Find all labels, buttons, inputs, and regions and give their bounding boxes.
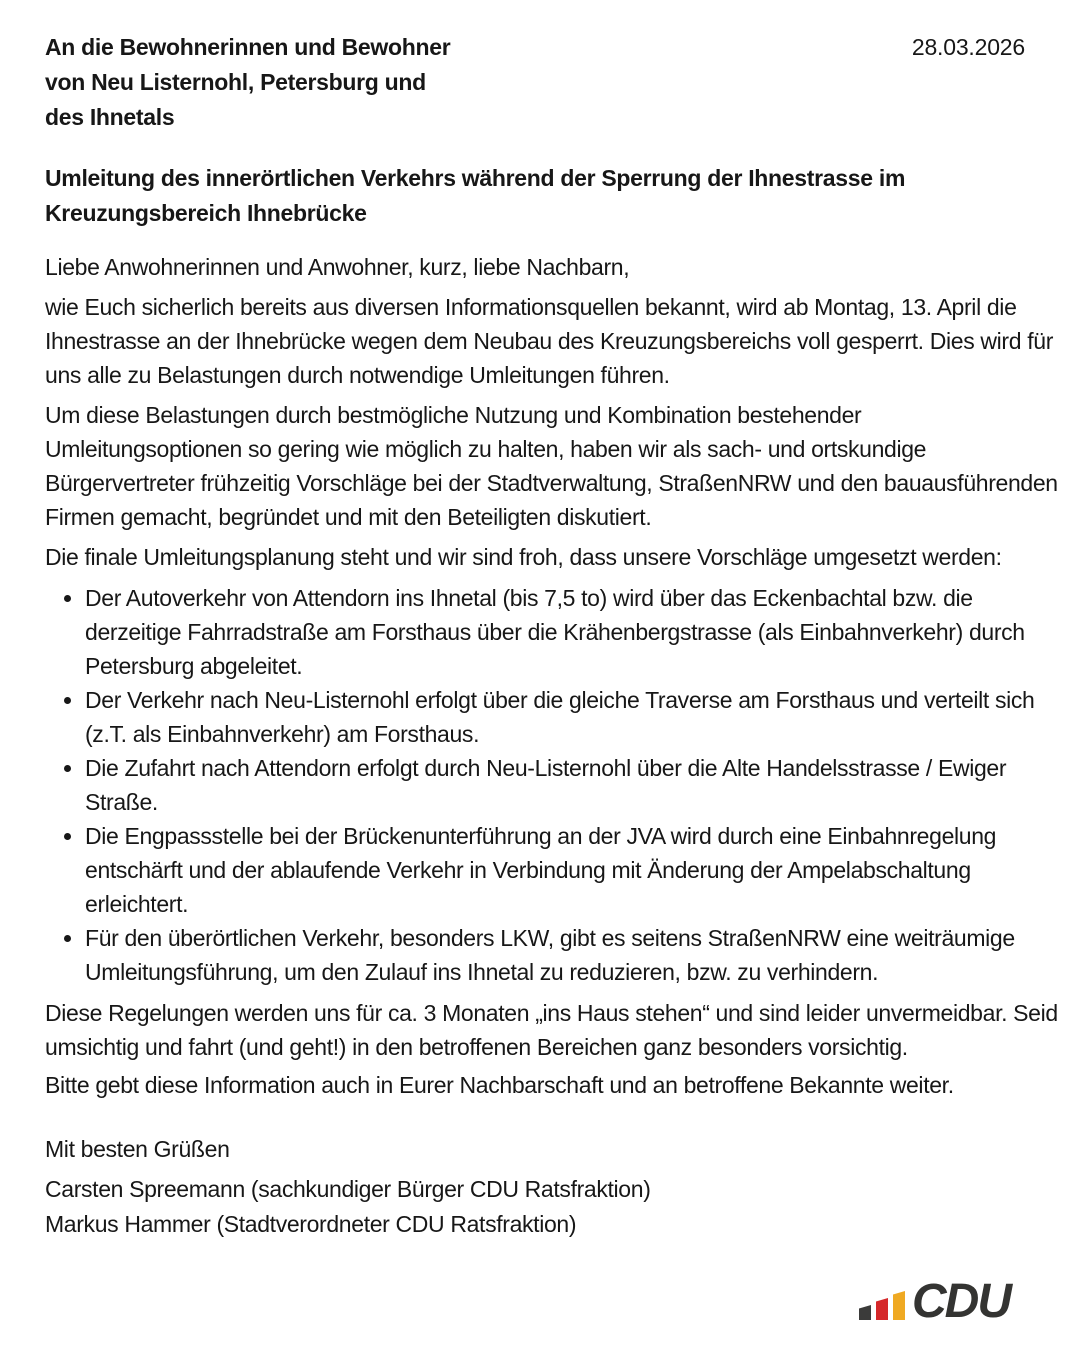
signature-line: Carsten Spreemann (sachkundiger Bürger CDU Ratsfraktion) bbox=[45, 1176, 651, 1202]
body-paragraph: Die finale Umleitungsplanung steht und wir sind froh, dass unsere Vorschläge umgesetzt werden: bbox=[45, 544, 1002, 570]
detour-measures-list bbox=[45, 581, 1064, 989]
list-item: • Für den überörtlichen Verkehr, besonders LKW, gibt es seitens StraßenNRW eine weiträumige Umleitungsführung, um den Zulauf ins Ihnetal zu reduzieren, bzw. zu verhindern. bbox=[85, 921, 1064, 989]
recipient-line: von Neu Listernohl, Petersburg und bbox=[45, 69, 426, 95]
body-paragraph: Um diese Belastungen durch bestmögliche Nutzung und Kombination bestehender Umleitungsoptionen so gering wie möglich zu halten, haben wir als sach- und ortskundige Bürgervertreter frühzeitig Vorschläge bei der Stadtverwaltung, StraßenNRW und den bauausführenden Firmen gemacht, begründet und mit den Beteiligten diskutiert. bbox=[45, 402, 1058, 530]
signature-block bbox=[45, 1172, 1064, 1242]
list-item: • Die Zufahrt nach Attendorn erfolgt durch Neu-Listernohl über die Alte Handelsstrasse / Ewiger Straße. bbox=[85, 751, 1064, 819]
letter-date: 28.03.2026 bbox=[911, 34, 1025, 60]
recipient-line: An die Bewohnerinnen und Bewohner bbox=[45, 34, 451, 60]
list-item: • Die Engpassstelle bei der Brückenunterführung an der JVA wird durch eine Einbahnregelung entschärft und der ablaufende Verkehr in Verbindung mit Änderung der Ampelabschaltung erleichtert. bbox=[85, 819, 1064, 921]
rising-bars-icon bbox=[859, 1286, 907, 1320]
letter-subject-title: Umleitung des innerörtlichen Verkehrs während der Sperrung der Ihnestrasse im Kreuzungsbereich Ihnebrücke bbox=[45, 165, 906, 226]
closing-paragraph: Bitte gebt diese Information auch in Eurer Nachbarschaft und an betroffene Bekannte weiter. bbox=[45, 1072, 954, 1098]
body-paragraph: wie Euch sicherlich bereits aus diversen Informationsquellen bekannt, wird ab Montag, 13. April die Ihnestrasse an der Ihnebrücke wegen dem Neubau des Kreuzungsbereichs voll gesperrt. Dies wird für uns alle zu Belastungen durch notwendige Umleitungen führen. bbox=[45, 294, 1054, 388]
letter-header bbox=[45, 30, 1064, 135]
salutation: Liebe Anwohnerinnen und Anwohner, kurz, liebe Nachbarn, bbox=[45, 254, 630, 280]
recipient-line: des Ihnetals bbox=[45, 104, 175, 130]
cdu-logo-text: CDU bbox=[912, 1275, 1010, 1328]
closing-paragraph: Diese Regelungen werden uns für ca. 3 Monaten „ins Haus stehen“ und sind leider unvermeidbar. Seid umsichtig und fahrt (und geht!) in den betroffenen Bereichen ganz besonders vorsichtig. bbox=[45, 1000, 1058, 1060]
signoff: Mit besten Grüßen bbox=[45, 1136, 230, 1162]
cdu-logo bbox=[859, 1275, 1010, 1328]
recipient-address bbox=[45, 30, 450, 135]
signature-line: Markus Hammer (Stadtverordneter CDU Ratsfraktion) bbox=[45, 1211, 577, 1237]
list-item: • Der Autoverkehr von Attendorn ins Ihnetal (bis 7,5 to) wird über das Eckenbachtal bzw. die derzeitige Fahrradstraße am Forsthaus über die Krähenbergstrasse (als Einbahnverkehr) durch Petersburg abgeleitet. bbox=[85, 581, 1064, 683]
list-item: • Der Verkehr nach Neu-Listernohl erfolgt über die gleiche Traverse am Forsthaus und verteilt sich (z.T. als Einbahnverkehr) am Forsthaus. bbox=[85, 683, 1064, 751]
